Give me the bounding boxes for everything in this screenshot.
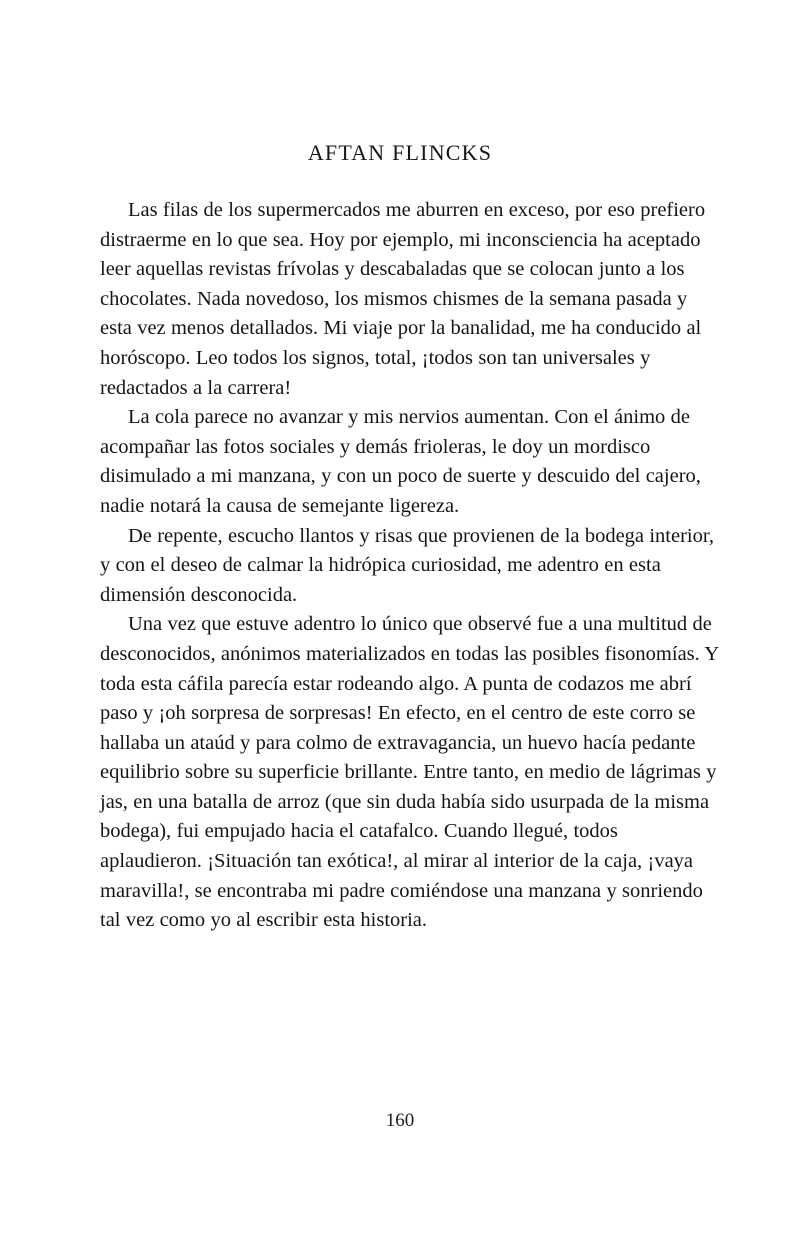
page-number: 160 — [385, 1110, 415, 1131]
paragraph: Una vez que estuve adentro lo único que observé fue a una multitud de desconocidos, anónimos materializados en todas las posibles fisonomías. Y toda esta cáfila parecía estar rodeando algo. A punta de codazos me abrí paso y ¡oh sorpresa de sorpresas! En efecto, en el centro de este corro se hallaba un ataúd y para colmo de extravagancia, un huevo hacía pedante equilibrio sobre su superficie brillante. Entre tanto, en medio de lágrimas y jas, en una batalla de arroz (que sin duda había sido usurpada de la misma bodega), fui empujado hacia el catafalco. Cuando llegué, todos aplaudieron. ¡Situación tan exótica!, al mirar al interior de la caja, ¡vaya maravilla!, se encontraba mi padre comiéndose una manzana y sonriendo tal vez como yo al escribir esta historia. — [100, 613, 719, 932]
paragraph: La cola parece no avanzar y mis nervios aumentan. Con el ánimo de acompañar las fotos sociales y demás frioleras, le doy un mordisco disimulado a mi manzana, y con un poco de suerte y descuido del cajero, nadie notará la causa de semejante ligereza. — [100, 406, 701, 517]
paragraph: De repente, escucho llantos y risas que provienen de la bodega interior, y con el deseo de calmar la hidrópica curiosidad, me adentro en esta dimensión desconocida. — [100, 524, 714, 606]
body-text-block — [100, 196, 720, 936]
paragraph: Las filas de los supermercados me aburren en exceso, por eso prefiero distraerme en lo que sea. Hoy por ejemplo, mi inconsciencia ha aceptado leer aquellas revistas frívolas y descabaladas que se colocan junto a los chocolates. Nada novedoso, los mismos chismes de la semana pasada y esta vez menos detallados. Mi viaje por la banalidad, me ha conducido al horóscopo. Leo todos los signos, total, ¡todos son tan universales y redactados a la carrera! — [100, 199, 706, 399]
chapter-title: AFTAN FLINCKS — [307, 140, 493, 165]
